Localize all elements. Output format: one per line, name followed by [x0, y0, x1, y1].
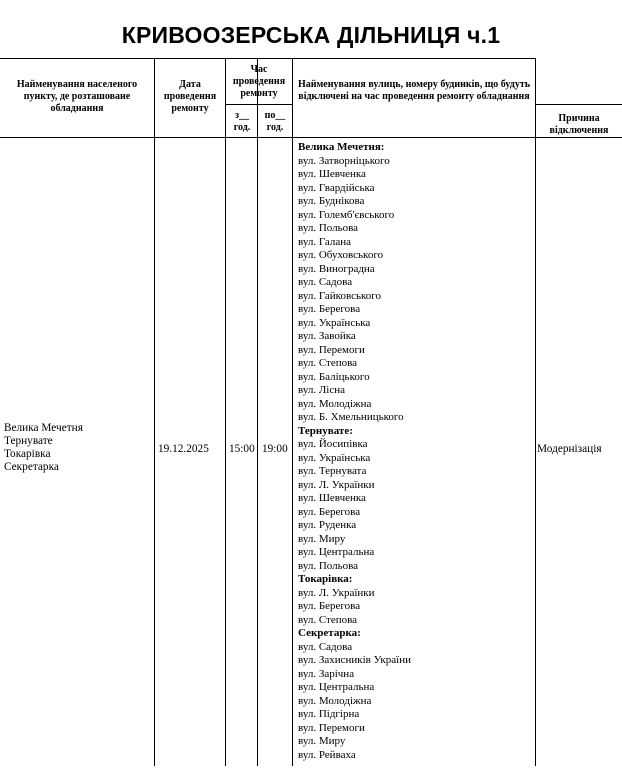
street-item: вул. Виноградна	[298, 262, 375, 275]
header-settlement: Найменування населеного пункту, де розташоване обладнання	[16, 79, 138, 114]
grid-line	[292, 58, 293, 766]
header-time-from: з__ год.	[233, 110, 251, 133]
street-item: вул. Перемоги	[298, 721, 365, 734]
grid-line	[535, 104, 622, 105]
repair-date: 19.12.2025	[158, 443, 209, 455]
header-time-to: по__ год.	[264, 110, 286, 133]
page-title: КРИВООЗЕРСЬКА ДІЛЬНИЦЯ ч.1	[121, 22, 501, 48]
street-item: вул. Тернувата	[298, 465, 367, 477]
street-item: вул. Големб'євського	[298, 208, 395, 221]
street-item: вул. Молодіжна	[298, 397, 372, 410]
settlement-group-heading: Велика Мечетня:	[298, 141, 385, 153]
repair-schedule-table	[0, 58, 622, 766]
street-item: вул. Молодіжна	[298, 694, 372, 707]
street-item: вул. Л. Українки	[298, 586, 375, 599]
street-item: вул. Степова	[298, 357, 358, 369]
street-item: вул. Галана	[298, 235, 352, 248]
street-item: вул. Л. Українки	[298, 478, 375, 491]
settlement-name: Тернувате	[4, 435, 53, 447]
street-item: вул. Берегова	[298, 303, 361, 315]
header-streets: Найменування вулиць, номеру будинків, що будуть відключені на час проведення ремонту обладнання	[297, 79, 531, 102]
street-item: вул. Баліцького	[298, 370, 370, 383]
time-to: 19:00	[262, 443, 288, 455]
street-item: вул. Берегова	[298, 505, 361, 518]
street-item: вул. Перемоги	[298, 343, 365, 356]
street-list	[298, 141, 534, 762]
street-item: вул. Руденка	[298, 519, 357, 531]
settlements-cell	[4, 422, 152, 474]
header-date: Дата проведення ремонту	[163, 79, 217, 114]
settlement-group-heading: Секретарка:	[298, 627, 361, 639]
grid-line	[257, 58, 258, 766]
grid-line	[225, 58, 226, 766]
street-item: вул. Шевченка	[298, 492, 366, 504]
grid-line	[0, 58, 535, 59]
street-item: вул. Йосипівка	[298, 438, 368, 450]
street-item: вул. Центральна	[298, 681, 375, 693]
street-item: вул. Гайковського	[298, 289, 382, 302]
street-item: вул. Лісна	[298, 384, 345, 396]
street-item: вул. Українська	[298, 316, 371, 329]
street-item: вул. Буднікова	[298, 195, 365, 207]
street-item: вул. Українська	[298, 451, 371, 464]
street-item: вул. Миру	[298, 532, 346, 545]
street-item: вул. Шевченка	[298, 168, 366, 180]
street-item: вул. Польова	[298, 222, 359, 234]
street-item: вул. Гвардійська	[298, 181, 375, 194]
street-item: вул. Центральна	[298, 546, 375, 558]
settlement-name: Токарівка	[4, 448, 51, 460]
street-item: вул. Обуховського	[298, 249, 384, 261]
header-reason: Причина відключення	[549, 113, 609, 136]
street-item: вул. Садова	[298, 276, 353, 288]
street-item: вул. Рейваха	[298, 748, 356, 761]
grid-line	[0, 137, 622, 138]
settlement-group-heading: Токарівка:	[298, 573, 353, 585]
street-item: вул. Польова	[298, 559, 359, 572]
street-item: вул. Підгірна	[298, 708, 360, 720]
settlement-name: Секретарка	[4, 461, 59, 473]
street-item: вул. Берегова	[298, 600, 361, 612]
settlement-name: Велика Мечетня	[4, 422, 83, 434]
street-item: вул. Степова	[298, 613, 358, 626]
settlement-group-heading: Тернувате:	[298, 424, 353, 437]
street-item: вул. Завойка	[298, 330, 356, 342]
street-item: вул. Б. Хмельницького	[298, 411, 404, 423]
street-item: вул. Захисників України	[298, 654, 411, 666]
grid-line	[154, 58, 155, 766]
header-time: Час проведення ремонту	[232, 64, 286, 99]
time-from: 15:00	[229, 443, 255, 455]
street-item: вул. Зарічна	[298, 667, 355, 680]
disconnection-reason: Модернізація	[537, 443, 602, 455]
street-item: вул. Затворніцького	[298, 154, 390, 167]
grid-line	[225, 104, 292, 105]
street-item: вул. Садова	[298, 640, 353, 653]
grid-line	[535, 58, 536, 766]
street-item: вул. Миру	[298, 735, 346, 747]
